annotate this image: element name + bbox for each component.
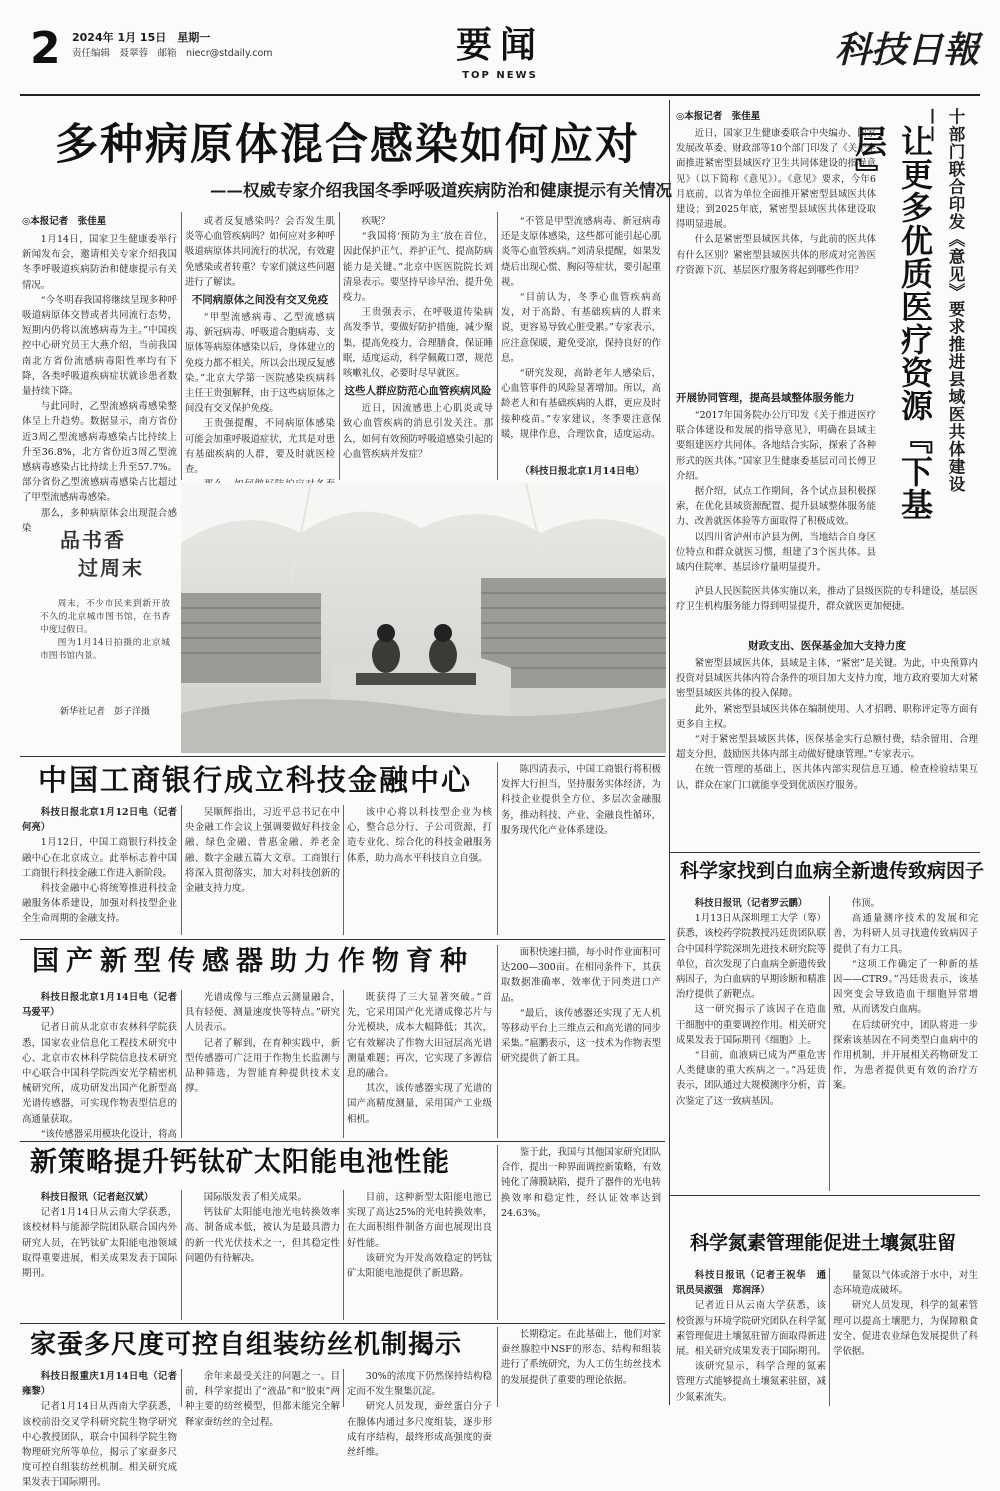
a7-title: 科学家找到白血病全新遗传致病因子 bbox=[680, 860, 985, 882]
a1-subhead-1: 不同病原体之间没有交叉免疫 bbox=[191, 294, 329, 307]
page-number: 2 bbox=[30, 23, 61, 74]
photo-label-1: 品书香 bbox=[60, 528, 126, 552]
a8-col1: 科技日报讯（记者王祝华 通讯员吴淑强 郑润泽） 记者近日从云南大学获悉，该校资源与环境学院研究团队在科学氮素管理促进土壤氮驻留方面取得新进展。相关研究成果发表于国际期刊。 该研究显示，科学合理的氮素管理方式能够提高土壤氮素驻留，减少氮素流失。 bbox=[676, 1270, 827, 1403]
newspaper-logo: 科技日報 bbox=[835, 29, 980, 71]
a3-col2: 光谱成像与三维点云测量融合，具有轻便、测量速度快等特点。”研究人员表示。 记者了解到，在育种实践中，新型传感器可广泛用于作物生长监测与品种筛选，为智能育种提供技术支撑。 bbox=[185, 992, 340, 1095]
a1-title: 多种病原体混合感染如何应对 bbox=[55, 120, 640, 170]
a3-col4: 面积快速扫描，每小时作业面积可达200—300亩。在相同条件下，其获取数据准确率、效率优于同类进口产品。 “最后，该传感器还实现了无人机等移动平台上三维点云和高光谱的同步采集。”扈鹏表示，这一技术为作物表型研究提供了新工具。 bbox=[501, 947, 661, 1065]
a5-col3: 30%的浓度下仍然保持结构稳定而不发生聚集沉淀。 研究人员发现，蚕丝蛋白分子在腺体内通过多尺度组装，逐步形成有序结构，最终形成高强度的蚕丝纤维。 bbox=[347, 1371, 492, 1459]
photo-label-2: 过周末 bbox=[78, 556, 144, 580]
a3-col3: 既获得了三大显著突破。”首先，它采用国产化光谱成像芯片与分光模块，成本大幅降低；其次，它有效解决了作物大田冠层高光谱测量难题；再次，它实现了多源信息的融合。 其次，该传感器实现了光谱的国产高精度测量，采用国产工业级相机。 bbox=[347, 992, 492, 1125]
a4-col4: 鉴于此，我国与其他国家研究团队合作，提出一种界面调控新策略，有效钝化了薄膜缺陷，提升了器件的光电转换效率和稳定性，经认证效率达到24.63%。 bbox=[501, 1147, 661, 1219]
a2-col2: 吴顺辉指出，习近平总书记在中央金融工作会议上强调要做好科技金融、绿色金融、普惠金融、养老金融、数字金融五篇大文章。工商银行将深入贯彻落实，加大对科技创新的金融支持力度。 bbox=[185, 807, 340, 895]
a6-byline: ◎本报记者 张佳星 bbox=[676, 111, 761, 122]
photo-caption: 周末，不少市民来到新开放不久的北京城市图书馆，在书香中度过假日。 图为1月14日拍摄的北京城市图书馆内景。 bbox=[40, 599, 170, 661]
a6-subhead-1: 开展协同管理，提高县域整体服务能力 bbox=[676, 392, 855, 404]
editor-info: 责任编辑 聂翠蓉 邮箱 niecr@stdaily.com bbox=[72, 48, 273, 59]
a7-col2: 伟顶。 高通量测序技术的发展和完善，为科研人员寻找遗传致病因子提供了有力工具。 “这项工作确定了一种新的基因——CTR9。”冯廷贵表示，该基因突变会导致造血干细胞异常增殖，从而诱发白血病。 在后续研究中，团队将进一步探索该基因在不同类型白血病中的作用机制，并开展相关药物研发工作，为患者提供更有效的治疗方案。 bbox=[833, 898, 978, 1092]
a1-subhead-2: 这些人群应防范心血管疾病风险 bbox=[344, 385, 492, 398]
a8-col2: 量氮以气体或溶于水中，对生态环境造成破坏。 研究人员发现，科学的氮素管理可以提高土壤肥力，为保障粮食安全、促进农业绿色发展提供了科学依据。 bbox=[833, 1270, 978, 1358]
a1-col2: 或者反复感染吗？会否发生肌炎等心血管疾病吗？如何应对多种呼吸道病原体共同流行的状况，有效避免感染或者转重？专家们就这些问题进行了解读。 不同病原体之间没有交叉免疫 “甲型流感病毒、乙型流感病毒、新冠病毒、呼吸道合胞病毒、支原体等病原体感染以后，身体建立的免疫力都不相关，所以会出现反复感染。”北京大学第一医院感染疾病科主任王贵强解释，由于这些病原体之间没有交叉保护免疫。 王贵强提醒，不同病原体感染可能会加重呼吸道症状，尤其是对患有基础疾病的人群，要及时就医检查。 bbox=[185, 216, 336, 476]
section-title: 要闻 bbox=[455, 25, 544, 66]
a6-subhead-2: 财政支出、医保基金加大支持力度 bbox=[748, 640, 906, 652]
a7-col1: 科技日报讯（记者罗云鹏） 1月13日从深圳理工大学（筹）获悉，该校药学院教授冯廷贵团队联合中国科学院深圳先进技术研究院等单位，首次发现了白血病全新遗传致病因子，为白血病的早期诊断和精准治疗提供了新靶点。 这一研究揭示了该因子在造血干细胞中的重要调控作用。相关研究成果发表于国际期刊《细胞》上。 “目前，血液病已成为严重危害人类健康的重大疾病之一。”冯廷贵表示，团队通过大规模测序分析，首次鉴定了这一致病基因。 bbox=[676, 898, 827, 1107]
masthead-rule bbox=[20, 94, 980, 96]
a6-title: 让更多优质医疗资源『下基层』 bbox=[850, 125, 934, 521]
a5-col4: 长期稳定。在此基础上，他们对家蚕丝腺腔中NSF的形态、结构和组装进行了系统研究，为人工仿生纺丝技术的发展提供了重要的理论依据。 bbox=[501, 1329, 661, 1386]
a4-col3: 目前，这种新型太阳能电池已实现了高达25%的光电转换效率，在大面积组件制备方面也展现出良好性能。 该研究为开发高效稳定的钙钛矿太阳能电池提供了新思路。 bbox=[347, 1192, 492, 1280]
a1-subtitle: ——权威专家介绍我国冬季呼吸道疾病防治和健康提示有关情况 bbox=[210, 181, 672, 200]
a1-col3: 疾呢？ “我国将‘预防为主’放在首位，因此保护正气、养护正气、提高防病能力是关键。”北京中医医院院长刘清泉表示。要坚持早诊早治、提升免疫力。 王贵强表示，在呼吸道传染病高发季节，要做好防护措施，减少聚集，提高免疫力，合理膳食，保证睡眠，适度运动，科学佩戴口罩，规范咳嗽礼仪，必要时尽早就医。 这些人群应防范心血管疾病风险 近日，因流感患上心肌炎或导致心血管疾病的消息引发关注。那么，如何有效预防呼吸道感染引起的心血管疾病并发症？ bbox=[343, 216, 494, 460]
a2-title: 中国工商银行成立科技金融中心 bbox=[38, 763, 473, 797]
library-photo bbox=[181, 483, 666, 753]
a4-col1: 科技日报讯（记者赵汉斌） 记者1月14日从云南大学获悉，该校材料与能源学院团队联合国内外研究人员，在钙钛矿太阳能电池领域取得重要进展，相关成果发表于国际期刊。 bbox=[22, 1192, 177, 1280]
a3-title: 国产新型传感器助力作物育种 bbox=[32, 946, 474, 977]
a2-col1: 科技日报北京1月12日电（记者何亮） 1月12日，中国工商银行科技金融中心在北京成立。此举标志着中国工商银行科技金融工作进入新阶段。 科技金融中心将统筹推进科技金融服务体系建设，加强对科技型企业全生命周期的金融支持。 bbox=[22, 807, 177, 925]
a6-section-1b: 泸县人民医院医共体实施以来，推动了县级医院的专科建设，基层医疗卫生机构服务能力得到明显提升，群众就医更加便捷。 bbox=[676, 586, 978, 613]
a1-byline: ◎本报记者 张佳星 bbox=[22, 216, 107, 227]
a4-title: 新策略提升钙钛矿太阳能电池性能 bbox=[30, 1147, 450, 1178]
section-english: TOP NEWS bbox=[462, 70, 538, 81]
a5-col2: 余年来最受关注的问题之一。目前，科学家提出了“液晶”和“胶束”两种主要的纺丝模型，但都未能完全解释家蚕纺丝的全过程。 bbox=[185, 1371, 340, 1428]
a8-title: 科学氮素管理能促进土壤氮驻留 bbox=[690, 1232, 957, 1254]
a2-col4: 陈四清表示，中国工商银行将积极发挥大行担当，坚持服务实体经济，为科技企业提供全方位、多层次金融服务，推动科技、产业、金融良性循环，服务现代化产业体系建设。 bbox=[501, 764, 661, 836]
a5-col1: 科技日报重庆1月14日电（记者雍黎） 记者1月14日从西南大学获悉，该校前沿交叉学科研究院生物学研究中心教授团队，联合中国科学院生物物理研究所等单位，揭示了家蚕多尺度可控自组装纺丝机制。相关研究成果发表于国际期刊。 bbox=[22, 1371, 177, 1489]
a6-sidehead: 十部门联合印发《意见》要求推进县域医共体建设—— bbox=[924, 108, 965, 493]
a6-intro: 近日，国家卫生健康委联合中央编办、国家发展改革委、财政部等10个部门印发了《关于全面推进紧密型县域医疗卫生共同体建设的指导意见》（以下简称《意见》）。《意见》要求，今年6月底前，以省为单位全面推开紧密型县域医共体建设；到2025年底，紧密型县域医共体建设取得明显进展。 什么是紧密型县域医共体，与此前的医共体有什么区别？紧密型县域医共体的形成对完善医疗资源下沉、基层医疗服务将起到哪些作用？ bbox=[676, 128, 876, 276]
a3-col1: 科技日报北京1月14日电（记者马爱平） 记者日前从北京市农林科学院获悉，国家农业信息化工程技术研究中心、北京市农林科学院信息技术研究中心联合中国科学院西安光学精密机械研究所，成功研发出国产化新型高光谱传感器，可实现作物表型信息的高通量获取。 “该传感器采用模块化设计，将高 bbox=[22, 992, 177, 1140]
a1-source: （科技日报北京1月14日电） bbox=[520, 466, 645, 477]
issue-date: 2024年 1月 15日 星期一 bbox=[72, 31, 211, 44]
a1-col1: 1月14日，国家卫生健康委举行新闻发布会，邀请相关专家介绍我国冬季呼吸道疾病防治和健康提示有关情况。 “今冬明春我国将继续呈现多种呼吸道病原体交替或者共同流行态势，短期内仍将以流感病毒为主。”中国疾控中心研究员王大燕介绍，当前我国南北方省份流感病毒阳性率均有下降，各类呼吸道疾病症状就诊患者数量持续下降。 与此同时，乙型流感病毒感染整体呈上升趋势。数据显示，南方省份近3周乙型流感病毒感染占比持续上升至36.8%，北方省份近3周乙型流感病毒感染占比持续上升至57.7%。部分省份乙型流感病毒感染占比超过了甲型流感病毒感染。 那么，多种病原体会出现混合感染 bbox=[22, 234, 177, 534]
photo-credit: 新华社记者 彭子洋摄 bbox=[60, 707, 151, 717]
a1-col4: “不管是甲型流感病毒、新冠病毒还是支原体感染，这些都可能引起心肌炎等心血管疾病。”刘清泉提醒，如果发烧后出现心慌、胸闷等症状，要引起重视。 “目前认为，冬季心血管疾病高发，对于高龄、有基础疾病的人群来说，更容易导致心脏受累。”专家表示，应注意保暖，避免受凉，保持良好的作息。 “研究发现，高龄老年人感染后，心血管事件的风险显著增加。所以，高龄老人和有基础疾病的人群，更应及时接种疫苗。”专家建议，冬季要注意保暖，规律作息，合理饮食，适度运动。 bbox=[501, 216, 661, 440]
a6-section-1: “2017年国务院办公厅印发《关于推进医疗联合体建设和发展的指导意见》，明确在县域主要组建医疗共同体。各地结合实际，探索了各种形式的医共体。”国家卫生健康委基层司司长傅卫介绍。 据介绍，试点工作期间，各个试点县积极探索，在优化县域资源配置、提升县域整体服务能力、改善就医体验等方面取得了积极成效。 以四川省泸州市泸县为例，当地结合自身区位特点和群众就医习惯，组建了3个医共体。县域内住院率、基层诊疗量明显提升。 bbox=[676, 410, 876, 574]
a2-col3: 该中心将以科技型企业为核心，整合总分行、子公司资源，打造专业化、综合化的科技金融服务体系，助力高水平科技自立自强。 bbox=[347, 807, 492, 864]
a5-title: 家蚕多尺度可控自组装纺丝机制揭示 bbox=[30, 1330, 463, 1360]
a6-section-2: 紧密型县域医共体，县域是主体，“紧密”是关键。为此，中央预算内投资对县域医共体内符合条件的项目加大支持力度，地方政府要加大对紧密型县域医共体的投入保障。 此外，紧密型县域医共体在编制使用、人才招聘、职称评定等方面有更多自主权。 “对于紧密型县域医共体，医保基金实行总额付费，结余留用、合理超支分担，鼓励医共体内部主动做好健康管理。”专家表示。 在统一管理的基础上，医共体内部实现信息互通、检查检验结果互认，群众在家门口就能享受到优质医疗服务。 bbox=[676, 658, 978, 791]
a4-col2: 国际版发表了相关成果。 钙钛矿太阳能电池光电转换效率高、制备成本低，被认为是最具潜力的新一代光伏技术之一，但其稳定性问题仍有待解决。 bbox=[185, 1192, 340, 1264]
